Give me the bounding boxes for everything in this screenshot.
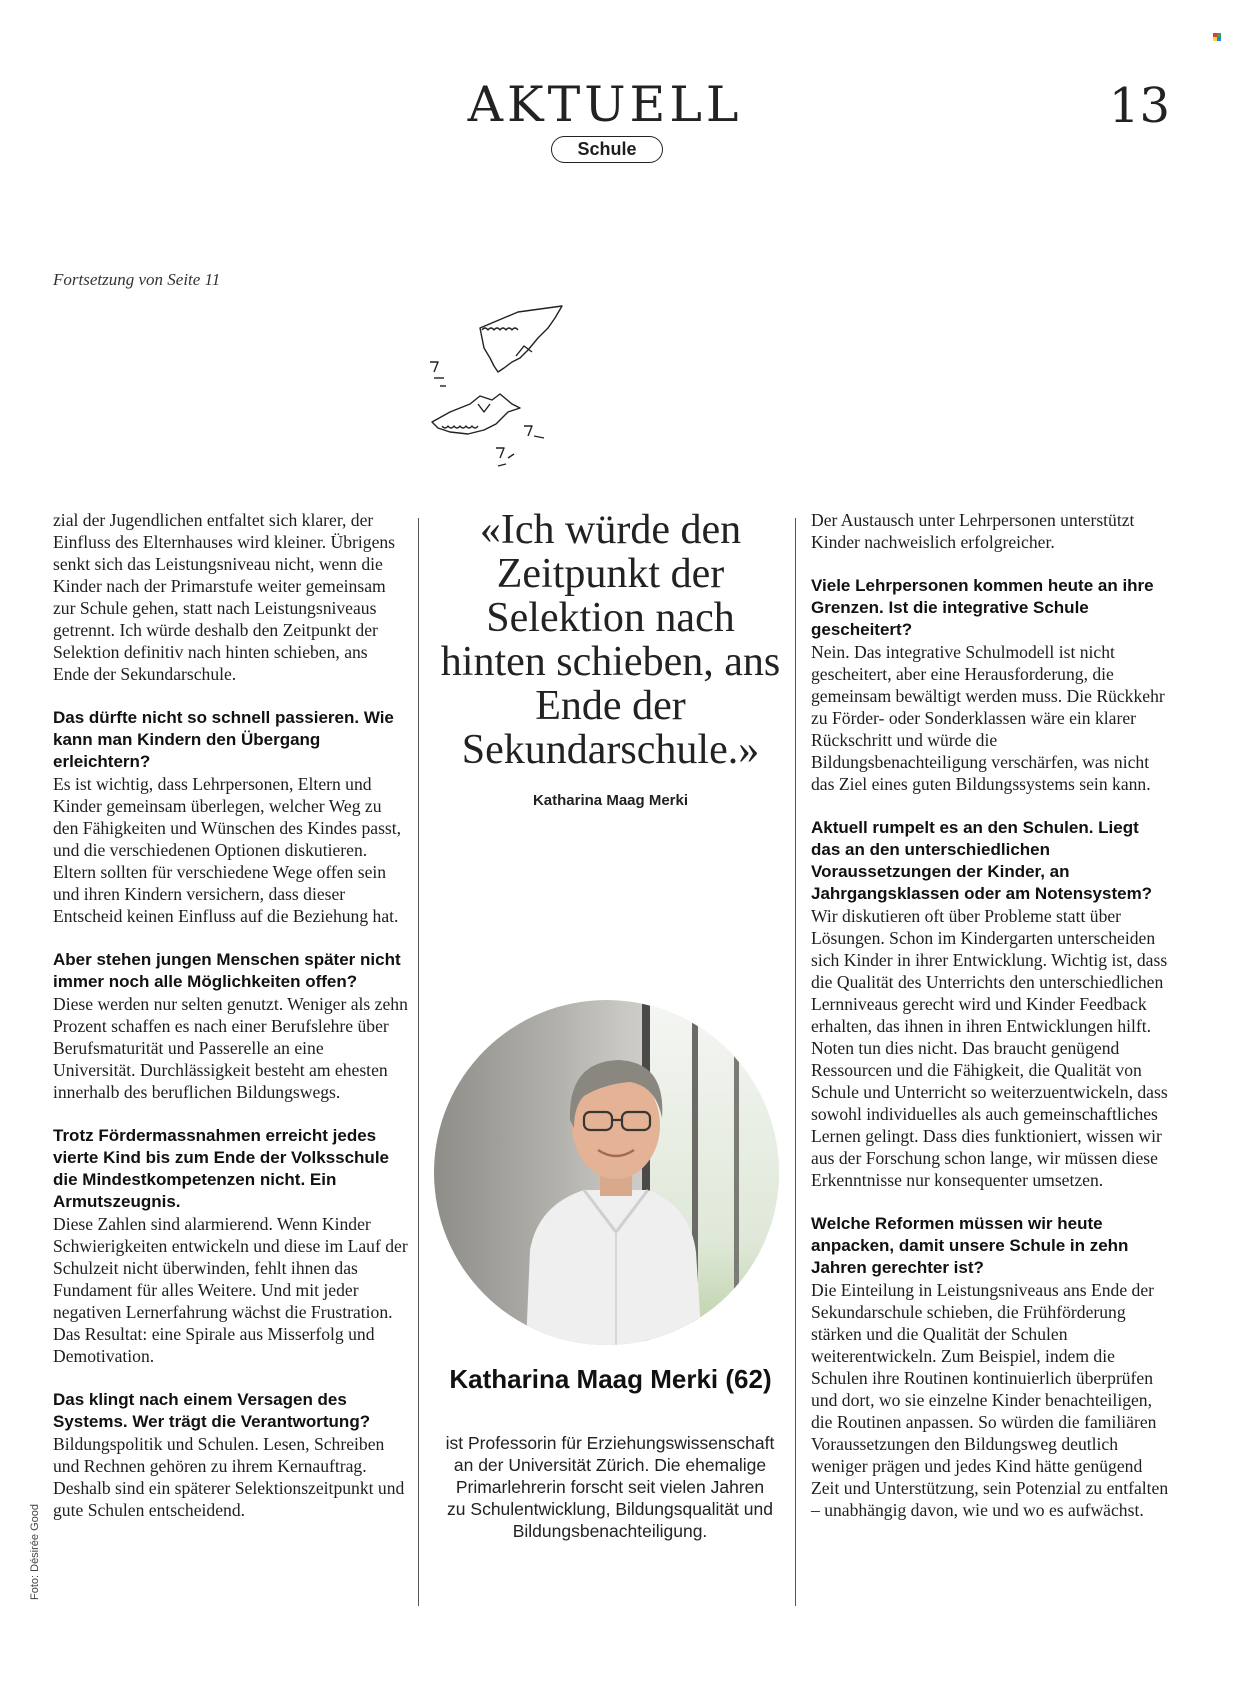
answer-paragraph: zial der Jugendlichen entfaltet sich klarer, der Einfluss des Elternhauses wird kleiner. Übrigens senkt sich das Leistungsniveau nicht, wenn die Kinder nach der Primarstufe weiter gemeinsam zur Schule gehen, statt nach Leistungsniveaus getrennt. Ich würde deshalb den Zeitpunkt der Selektion definitiv nach hinten schieben, ans Ende der Sekundarschule.: [53, 510, 396, 684]
portrait-photo: [434, 1000, 779, 1345]
person-bio: ist Professorin für Erziehungswissenschaft an der Universität Zürich. Die ehemalige Primarlehrerin forscht seit vielen Jahren zu Schulentwicklung, Bildungsqualität und Bildungsbenachteiligung.: [445, 1433, 775, 1541]
subsection-tag: Schule: [551, 136, 663, 163]
interview-question: Trotz Fördermassnahmen erreicht jedes vierte Kind bis zum Ende der Volksschule die Mindestkompetenzen nicht. Ein Armutszeugnis.: [53, 1126, 389, 1211]
answer-paragraph: Wir diskutieren oft über Probleme statt über Lösungen. Schon im Kindergarten unterscheiden sich Kinder in ihrer Entwicklung. Wichtig ist, dass die Qualität des Unterrichts den unterschiedlichen Lernniveaus gerecht wird und Kinder Feedback erhalten, das ihnen in ihren Entwicklungen hilft. Noten tun dies nicht. Das braucht genügend Ressourcen und die Fähigkeit, die Qualität von Schule und Unterricht so weiterzuentwickeln, dass sowohl individuelles als auch gemeinschaftliches Lernen gelingt. Dass dies funktioniert, wissen wir aus der Forschung schon lange, wir müssen diese Erkenntnisse nur konsequenter umsetzen.: [811, 906, 1168, 1190]
person-name: Katharina Maag Merki (62): [449, 1364, 772, 1394]
column-divider: [418, 518, 419, 1606]
answer-paragraph: Bildungspolitik und Schulen. Lesen, Schreiben und Rechnen gehören zu ihrem Kernauftrag. Deshalb sind ein späterer Selektionszeitpunkt und gute Schulen entscheidend.: [53, 1434, 405, 1520]
interview-question: Das dürfte nicht so schnell passieren. Wie kann man Kindern den Übergang erleichtern?: [53, 708, 394, 771]
section-title: AKTUELL: [467, 76, 743, 133]
paper-scraps-illustration: [420, 300, 600, 480]
answer-paragraph: Die Einteilung in Leistungsniveaus ans Ende der Sekundarschule schieben, die Frühförderung stärken und die Qualität der Schulen weiterentwickeln. Zum Beispiel, indem die Schulen ihre Routinen kontinuierlich überprüfen und dort, wo sie einzelne Kinder benachteiligen, die Routinen anpassen. So würden die familiären Voraussetzungen den Bildungsweg deutlich weniger prägen und jedes Kind hätte genügend Zeit und Unterstützung, sein Potenzial zu entfalten – unabhängig davon, wie und wo es aufwächst.: [811, 1280, 1169, 1520]
answer-paragraph: Diese Zahlen sind alarmierend. Wenn Kinder Schwierigkeiten entwickeln und diese im Lauf der Schulzeit nicht überwinden, fehlt ihnen das Fundament für alles Weitere. Und mit jeder negativen Lernerfahrung wächst die Frustration. Das Resultat: eine Spirale aus Misserfolg und Demotivation.: [53, 1214, 408, 1366]
article-column-right: [811, 509, 1171, 1521]
interview-question: Das klingt nach einem Versagen des Systems. Wer trägt die Verantwortung?: [53, 1390, 371, 1431]
photo-credit: Foto: Désirée Good: [29, 1504, 41, 1600]
print-registration-mark: [1213, 33, 1221, 41]
interview-question: Aktuell rumpelt es an den Schulen. Liegt das an den unterschiedlichen Voraussetzungen der Kinder, an Jahrgangsklassen oder am Notensystem?: [811, 818, 1153, 903]
continuation-note: Fortsetzung von Seite 11: [53, 270, 221, 289]
answer-paragraph: Es ist wichtig, dass Lehrpersonen, Eltern und Kinder gemeinsam überlegen, welcher Weg zu den Fähigkeiten und Wünschen des Kindes passt, und die verschiedenen Optionen diskutieren. Eltern sollten für verschiedene Wege offen sein und ihren Kindern versichern, dass dieser Entscheid keinen Einfluss auf die Beziehung hat.: [53, 774, 402, 926]
pull-quote: «Ich würde den Zeitpunkt der Selektion nach hinten schieben, ans Ende der Sekundarschule.»: [440, 507, 781, 773]
pull-quote-author: Katharina Maag Merki: [532, 792, 689, 809]
interview-question: Aber stehen jungen Menschen später nicht immer noch alle Möglichkeiten offen?: [53, 950, 401, 991]
column-divider: [795, 518, 796, 1606]
interview-question: Welche Reformen müssen wir heute anpacken, damit unsere Schule in zehn Jahren gerechter ist?: [811, 1214, 1129, 1277]
page-number: 13: [1108, 78, 1170, 134]
answer-paragraph: Der Austausch unter Lehrpersonen unterstützt Kinder nachweislich erfolgreicher.: [811, 510, 1135, 552]
article-column-left: [53, 509, 408, 1521]
answer-paragraph: Diese werden nur selten genutzt. Weniger als zehn Prozent schaffen es nach einer Berufslehre über Berufsmaturität und Passerelle an eine Universität. Durchlässigkeit besteht am ehesten innerhalb des beruflichen Bildungswegs.: [53, 994, 408, 1102]
answer-paragraph: Nein. Das integrative Schulmodell ist nicht gescheitert, aber eine Herausforderung, die gemeinsam bewältigt werden muss. Die Rückkehr zu Förder- oder Sonderklassen wäre ein klarer Rückschritt und würde die Bildungsbenachteiligung verschärfen, was nicht das Ziel eines guten Bildungssystems sein kann.: [811, 642, 1165, 794]
interview-question: Viele Lehrpersonen kommen heute an ihre Grenzen. Ist die integrative Schule gescheitert?: [811, 576, 1154, 639]
